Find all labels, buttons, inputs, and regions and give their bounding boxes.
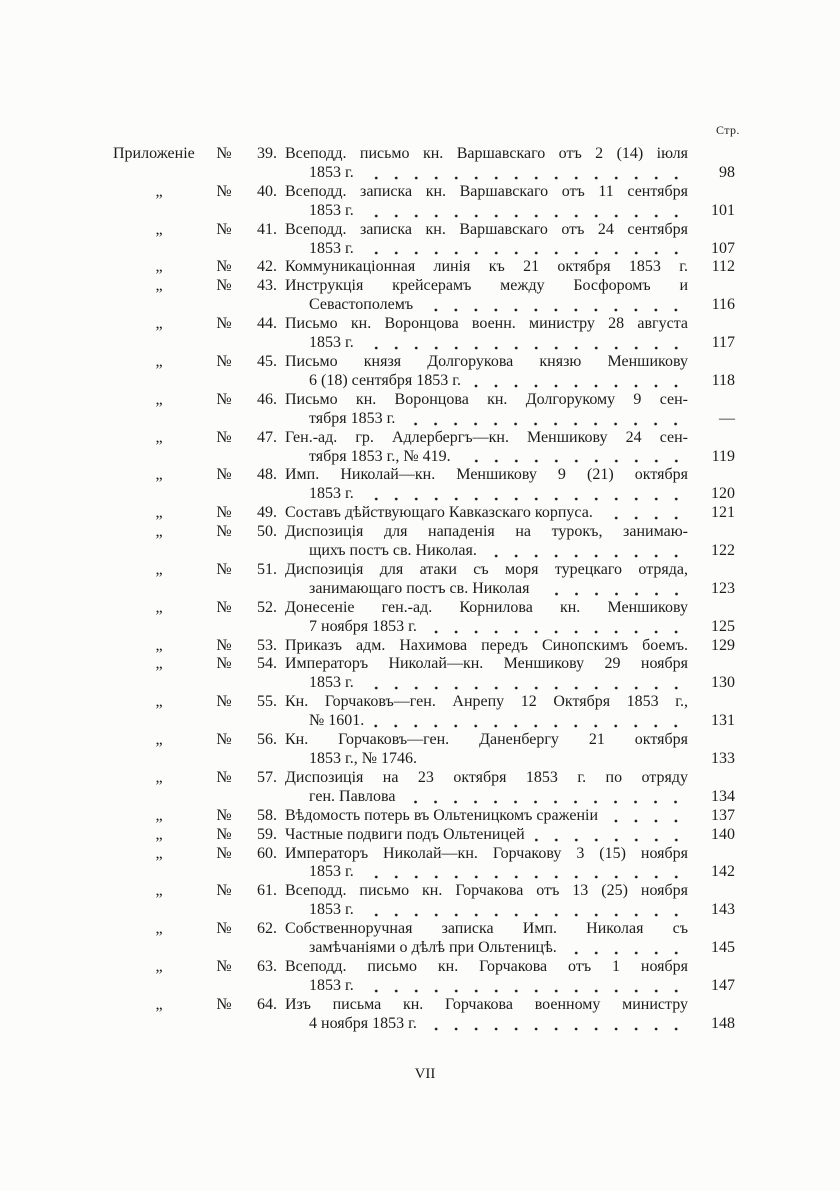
entry-number: 50. [257, 523, 277, 541]
toc-entry [110, 996, 735, 1034]
entry-number: 62. [257, 920, 277, 938]
page-number: 121 [711, 504, 735, 522]
entry-number: 46. [257, 390, 277, 408]
page-number: 98 [719, 163, 735, 181]
entry-title [277, 466, 688, 504]
dot-leader [364, 164, 688, 183]
title-line: Диспозиція для атаки съ моря турецкаго отряда, [285, 560, 688, 578]
dot-leader [364, 202, 688, 221]
title-line-text: Составъ дѣйствующаго Кавказскаго корпуса. [285, 504, 593, 522]
entry-title [277, 429, 688, 467]
number-sign: № [216, 504, 232, 522]
page-number: 148 [711, 1014, 735, 1032]
entry-number: 49. [257, 504, 277, 522]
dot-leader [364, 334, 688, 353]
toc-entry [110, 920, 735, 958]
number-sign: № [216, 258, 232, 276]
title-line: Собственноручная записка Имп. Николая съ [285, 920, 688, 938]
entry-number: 54. [257, 655, 277, 673]
entry-number: 52. [257, 598, 277, 616]
ditto-mark: „ [155, 466, 163, 484]
entry-title [277, 504, 688, 523]
ditto-mark: „ [155, 957, 163, 975]
ditto-mark: „ [155, 636, 163, 654]
ditto-mark: „ [155, 731, 163, 749]
title-last-line [285, 1015, 688, 1034]
page-number: 137 [711, 806, 735, 824]
title-last-line [285, 202, 688, 221]
entry-number: 61. [257, 882, 277, 900]
dot-leader [364, 674, 688, 693]
title-line: Кн. Горчаковъ—ген. Анрепу 12 Октября 1853 г., [285, 693, 688, 711]
entry-title [277, 561, 688, 599]
title-last-line [285, 618, 688, 637]
number-sign: № [216, 920, 232, 938]
title-line: Диспозиція на 23 октября 1853 г. по отряду [285, 768, 688, 786]
number-sign: № [216, 731, 232, 749]
number-sign: № [216, 995, 232, 1013]
title-last-line [285, 296, 688, 315]
page-number: 117 [711, 334, 735, 352]
title-line: Письмо кн. Воронцова кн. Долгорукому 9 сен- [285, 390, 688, 408]
dot-leader [364, 485, 688, 504]
number-sign: № [216, 428, 232, 446]
title-line: Коммуникаціонная линія къ 21 октября 1853 г. [285, 258, 688, 276]
title-last-line [285, 504, 688, 523]
title-line: Письмо князя Долгорукова князю Меншикову [285, 352, 688, 370]
title-line: Всеподд. записка кн. Варшавскаго отъ 11 сентября [285, 182, 688, 200]
entry-number: 56. [257, 731, 277, 749]
title-line-text: 1853 г. [309, 334, 354, 352]
title-line: Донесеніе ген.-ад. Корнилова кн. Меншикову [285, 598, 688, 616]
toc-entry [110, 183, 735, 221]
dot-leader [374, 712, 688, 731]
toc-entry [110, 277, 735, 315]
title-last-line [285, 448, 688, 467]
dot-leader [427, 1015, 688, 1034]
number-sign: № [216, 957, 232, 975]
title-last-line [285, 674, 688, 693]
appendix-label: Приложеніе [113, 145, 195, 162]
title-line: Всеподд. записка кн. Варшавскаго отъ 24 сентября [285, 220, 688, 238]
toc-entry [110, 523, 735, 561]
entry-title [277, 221, 688, 259]
title-line: Кн. Горчаковъ—ген. Даненбергу 21 октября [285, 731, 688, 749]
table-of-contents [110, 145, 735, 1034]
page-number: 112 [711, 258, 735, 276]
toc-entry [110, 561, 735, 599]
entry-title [277, 637, 688, 656]
ditto-mark: „ [155, 352, 163, 370]
page-number: 145 [711, 939, 735, 957]
ditto-mark: „ [155, 258, 163, 276]
toc-entry [110, 769, 735, 807]
title-line-text: № 1601. [309, 712, 365, 730]
toc-entry [110, 466, 735, 504]
title-line: Письмо кн. Воронцова военн. министру 28 августа [285, 315, 688, 333]
ditto-mark: „ [155, 277, 163, 295]
number-sign: № [216, 598, 232, 616]
title-last-line [285, 240, 688, 259]
page-number: 125 [711, 617, 735, 635]
entry-title [277, 882, 688, 920]
title-last-line [285, 334, 688, 353]
dot-leader [487, 542, 688, 561]
title-line-text: ген. Павлова [309, 787, 396, 805]
dot-leader [423, 296, 688, 315]
entry-number: 60. [257, 844, 277, 862]
ditto-mark: „ [155, 182, 163, 200]
ditto-mark: „ [155, 655, 163, 673]
entry-number: 53. [257, 636, 277, 654]
title-line-text: 1853 г. [309, 163, 354, 181]
number-sign: № [216, 768, 232, 786]
dot-leader [405, 788, 688, 807]
title-line-text: 1853 г. [309, 201, 354, 219]
title-last-line [285, 788, 688, 807]
title-line-text: Вѣдомость потерь въ Ольтеницкомъ сраженіи [285, 806, 599, 824]
page-number: 133 [711, 750, 735, 767]
number-sign: № [216, 182, 232, 200]
ditto-mark: „ [155, 844, 163, 862]
toc-entry [110, 845, 735, 883]
number-sign: № [216, 390, 232, 408]
entry-number: 43. [257, 277, 277, 295]
title-last-line [285, 901, 688, 920]
entry-title [277, 258, 688, 277]
dot-leader [603, 504, 688, 523]
title-line-text: 1853 г. [309, 485, 354, 503]
title-line-text: занимающаго постъ св. Николая [309, 579, 530, 597]
page-number: 147 [711, 976, 735, 994]
dot-leader [364, 977, 688, 996]
entry-title [277, 731, 688, 769]
dot-leader [427, 618, 688, 637]
page-number: 140 [711, 825, 735, 843]
page-number: 123 [711, 579, 735, 597]
title-last-line [285, 372, 688, 391]
toc-entry [110, 637, 735, 656]
entry-title [277, 655, 688, 693]
number-sign: № [216, 145, 232, 162]
entry-number: 58. [257, 806, 277, 824]
page-folio: VII [414, 1066, 436, 1082]
toc-entry [110, 655, 735, 693]
title-line: Всеподд. письмо кн. Варшавскаго отъ 2 (14) іюля [285, 145, 688, 162]
toc-entry [110, 504, 735, 523]
ditto-mark: „ [155, 598, 163, 616]
number-sign: № [216, 352, 232, 370]
title-line-text: 7 ноября 1853 г. [309, 617, 417, 635]
page-number: 116 [711, 296, 735, 314]
entry-number: 55. [257, 693, 277, 711]
ditto-mark: „ [155, 825, 163, 843]
title-line-text: тября 1853 г. [309, 409, 396, 427]
toc-entry [110, 958, 735, 996]
dot-leader [535, 826, 688, 845]
ditto-mark: „ [155, 560, 163, 578]
title-line: Приказъ адм. Нахимова передъ Синопскимъ боемъ. [285, 636, 688, 654]
toc-entry [110, 731, 735, 769]
entry-number: 51. [257, 560, 277, 578]
title-line: Императоръ Николай—кн. Горчакову 3 (15) ноября [285, 844, 688, 862]
entry-title [277, 183, 688, 221]
dot-leader [364, 901, 688, 920]
dot-leader [364, 240, 688, 259]
toc-entry [110, 807, 735, 826]
title-last-line [285, 164, 688, 183]
title-line-text: 1853 г. [309, 863, 354, 881]
ditto-mark: „ [155, 428, 163, 446]
title-line: Диспозиція для нападенія на турокъ, занимаю- [285, 523, 688, 541]
title-line-text: 1853 г. [309, 239, 354, 257]
entry-title [277, 599, 688, 637]
title-line-text: 1853 г., № 1746. [309, 750, 418, 767]
page-number: — [719, 409, 735, 427]
title-line: Изъ письма кн. Горчакова военному министру [285, 995, 688, 1013]
page-number: 143 [711, 901, 735, 919]
title-line-text: Севастополемъ [309, 296, 414, 314]
ditto-mark: „ [155, 882, 163, 900]
entry-number: 48. [257, 466, 277, 484]
entry-number: 40. [257, 182, 277, 200]
title-line-text: замѣчаніями о дѣлѣ при Ольтеницѣ. [309, 939, 557, 957]
entry-number: 41. [257, 220, 277, 238]
ditto-mark: „ [155, 693, 163, 711]
toc-entry [110, 826, 735, 845]
page-number: 130 [711, 674, 735, 692]
title-last-line [285, 826, 688, 845]
ditto-mark: „ [155, 920, 163, 938]
entry-number: 44. [257, 315, 277, 333]
title-last-line [285, 939, 688, 958]
title-line: Ген.-ад. гр. Адлербергъ—кн. Меншикову 24 сен- [285, 428, 688, 446]
title-line: Имп. Николай—кн. Меншикову 9 (21) октября [285, 466, 688, 484]
number-sign: № [216, 560, 232, 578]
ditto-mark: „ [155, 806, 163, 824]
title-last-line [285, 977, 688, 996]
entry-title [277, 391, 688, 429]
title-line: Императоръ Николай—кн. Меншикову 29 ноября [285, 655, 688, 673]
dot-leader [405, 410, 688, 429]
title-last-line [285, 863, 688, 882]
ditto-mark: „ [155, 390, 163, 408]
ditto-mark: „ [155, 504, 163, 522]
number-sign: № [216, 466, 232, 484]
title-line-text: 4 ноября 1853 г. [309, 1014, 417, 1032]
entry-number: 39. [257, 145, 277, 162]
page-column-header: Стр. [716, 123, 740, 137]
title-last-line [285, 485, 688, 504]
title-line: Всеподд. письмо кн. Горчакова отъ 13 (25) ноября [285, 882, 688, 900]
entry-number: 42. [257, 258, 277, 276]
entry-number: 59. [257, 825, 277, 843]
title-line-text: 1853 г. [309, 901, 354, 919]
entry-title [277, 523, 688, 561]
number-sign: № [216, 315, 232, 333]
entry-title [277, 958, 688, 996]
ditto-mark: „ [155, 995, 163, 1013]
title-line-text: 1853 г. [309, 674, 354, 692]
toc-entry [110, 391, 735, 429]
title-last-line [285, 410, 688, 429]
entry-title [277, 145, 688, 183]
title-last-line [285, 807, 688, 826]
page-number: 134 [711, 787, 735, 805]
toc-entry [110, 693, 735, 731]
toc-entry [110, 258, 735, 277]
entry-title [277, 807, 688, 826]
title-last-line [285, 542, 688, 561]
title-line: Всеподд. письмо кн. Горчакова отъ 1 ноября [285, 957, 688, 975]
entry-number: 47. [257, 428, 277, 446]
ditto-mark: „ [155, 315, 163, 333]
number-sign: № [216, 825, 232, 843]
title-last-line [285, 712, 688, 731]
page-number: 122 [711, 542, 735, 560]
ditto-mark: „ [155, 220, 163, 238]
entry-number: 57. [257, 768, 277, 786]
entry-title [277, 277, 688, 315]
toc-entry [110, 353, 735, 391]
number-sign: № [216, 220, 232, 238]
dot-leader [461, 448, 688, 467]
entry-title [277, 845, 688, 883]
number-sign: № [216, 693, 232, 711]
entry-number: 45. [257, 352, 277, 370]
dot-leader [471, 372, 688, 391]
title-last-line [285, 750, 688, 769]
dot-leader [364, 863, 688, 882]
page-number: 101 [711, 201, 735, 219]
page-number: 129 [711, 636, 735, 654]
number-sign: № [216, 523, 232, 541]
toc-entry [110, 145, 735, 183]
dot-leader [567, 939, 688, 958]
number-sign: № [216, 806, 232, 824]
number-sign: № [216, 844, 232, 862]
page-number: 131 [711, 712, 735, 730]
page-number: 107 [711, 239, 735, 257]
ditto-mark: „ [155, 768, 163, 786]
entry-number: 64. [257, 995, 277, 1013]
entry-title [277, 769, 688, 807]
entry-number: 63. [257, 957, 277, 975]
entry-title [277, 920, 688, 958]
title-line-text: 6 (18) сентября 1853 г. [309, 371, 462, 389]
toc-entry [110, 882, 735, 920]
entry-title [277, 693, 688, 731]
page-number: 142 [711, 863, 735, 881]
toc-entry [110, 315, 735, 353]
entry-title [277, 353, 688, 391]
number-sign: № [216, 636, 232, 654]
entry-title [277, 826, 688, 845]
page-number: 120 [711, 485, 735, 503]
page-number: 118 [711, 371, 735, 389]
number-sign: № [216, 882, 232, 900]
title-line-text: Частные подвиги подъ Ольтеницей [285, 825, 525, 843]
ditto-mark: „ [155, 523, 163, 541]
page-number: 119 [711, 447, 735, 465]
entry-title [277, 996, 688, 1034]
toc-entry [110, 599, 735, 637]
title-line-text: щихъ постъ св. Николая. [309, 542, 477, 560]
toc-entry [110, 429, 735, 467]
dot-leader [540, 580, 689, 599]
entry-title [277, 315, 688, 353]
title-line: Инструкція крейсерамъ между Босфоромъ и [285, 277, 688, 295]
number-sign: № [216, 655, 232, 673]
dot-leader [608, 807, 688, 826]
title-line-text: 1853 г. [309, 976, 354, 994]
toc-entry [110, 221, 735, 259]
number-sign: № [216, 277, 232, 295]
title-line-text: тября 1853 г., № 419. [309, 447, 451, 465]
title-last-line [285, 580, 688, 599]
